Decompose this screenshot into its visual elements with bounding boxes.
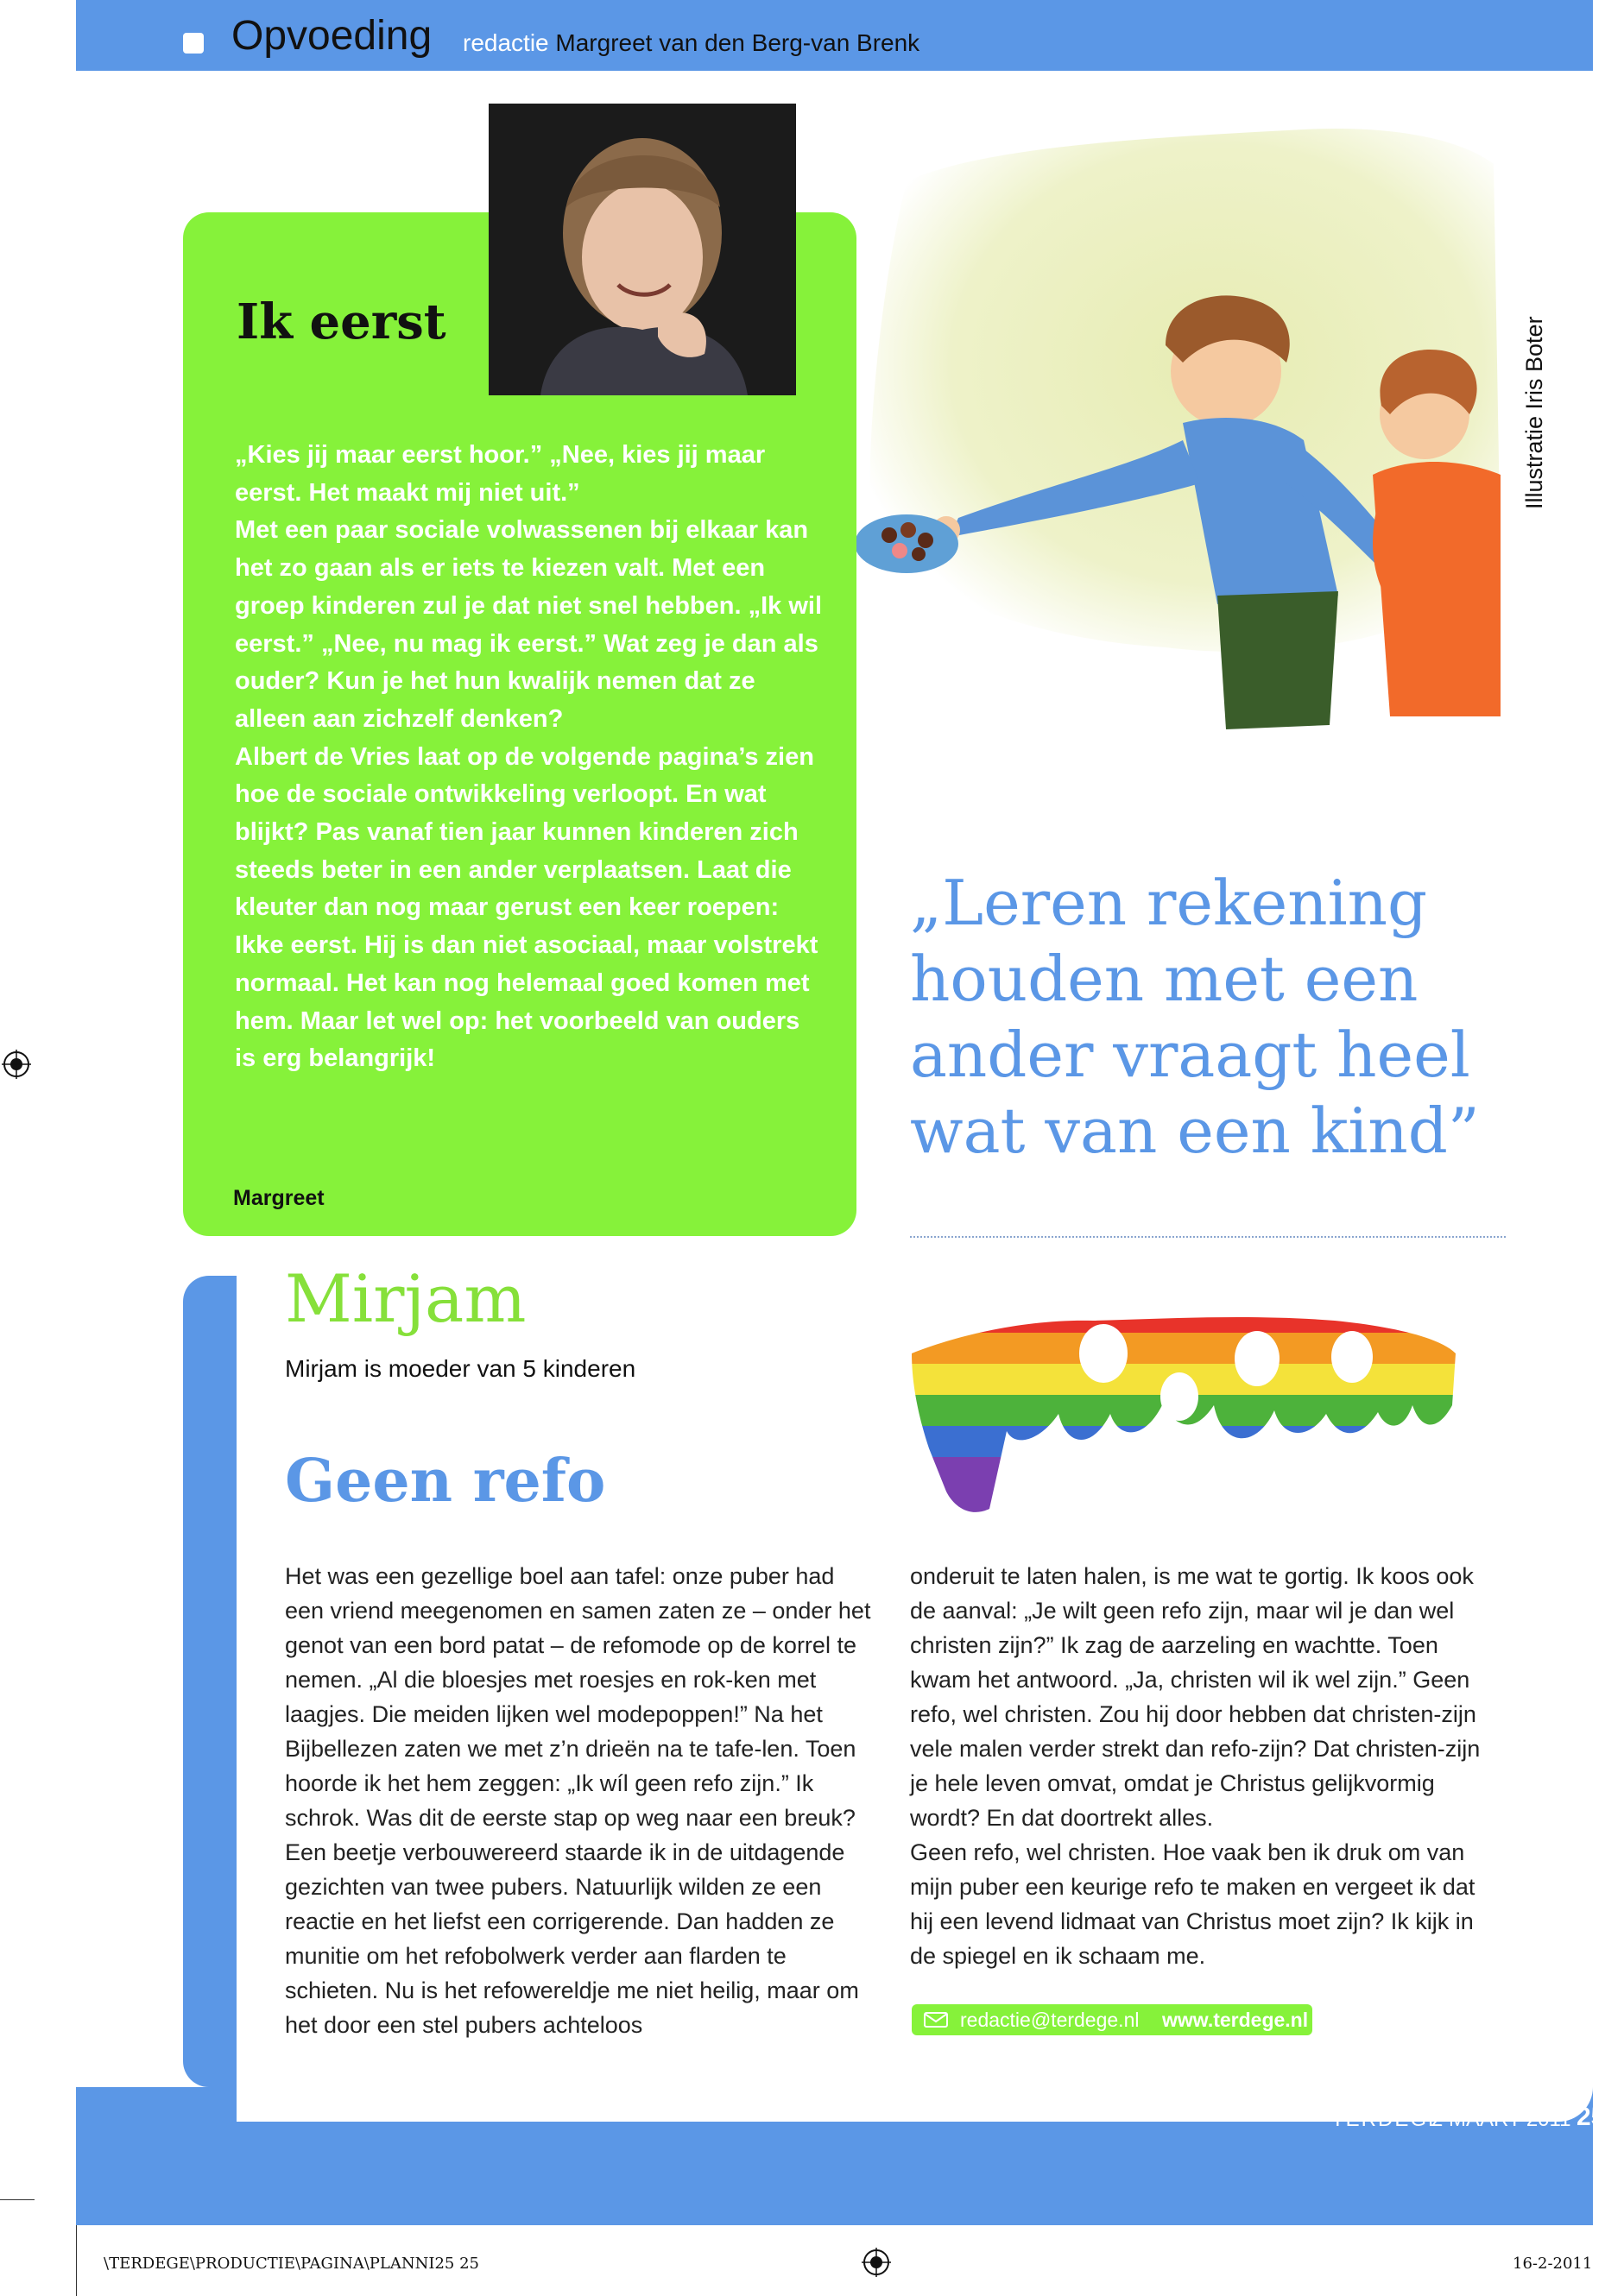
intro-paragraph: Met een paar sociale volwassenen bij elkaar kan het zo gaan als er iets te kiezen valt. Met een groep kinderen zul je dat niet snel hebben. „Ik wil eerst.” „Nee, nu mag ik eerst.” Wat zeg je dan als ouder? Kun je het hun kwalijk nemen dat ze alleen aan zichzelf denken? xyxy=(235,516,823,733)
article-paragraph: Het was een gezellige boel aan tafel: onze puber had een vriend meegenomen en samen zaten ze – onder het genot van een bord patat – de refomode op de korrel te nemen. „Al die bloesjes met roesjes en rok-ken met laagjes. Die meiden lijken wel modepoppen!” Na het Bijbellezen zaten we met z’n drieën na te tafe-len. Toen hoorde ik het hem zeggen: „Ik wíl geen refo zijn.” Ik schrok. Was dit de eerste stap op weg naar een breuk? Een beetje verbouwereerd staarde ik in de uitdagende gezichten van twee pubers. Natuurlijk wilden ze een reactie en het liefst een corrigerende. Dan hadden ze munitie om het refobolwerk verder aan flarden te schieten. Nu is het refowereldje me niet heilig, maar om het door een stel pubers achteloos xyxy=(285,1563,871,2038)
intro-paragraph: „Kies jij maar eerst hoor.” „Nee, kies jij maar eerst. Het maakt mij niet uit.” xyxy=(235,441,766,507)
crop-mark xyxy=(0,2199,35,2200)
article-side-bar xyxy=(183,1276,237,2087)
pull-quote: „Leren rekening houden met een ander vraagt heel wat van een kind” xyxy=(910,867,1480,1167)
article-paragraph: Geen refo, wel christen. Hoe vaak ben ik druk om van mijn puber een keurige refo te maken en vergeet ik dat hij een levend lidmaat van Christus moet zijn? Ik kijk in de spiegel en ik schaam me. xyxy=(910,1839,1475,1969)
crop-mark xyxy=(76,2225,77,2296)
intro-text xyxy=(235,437,822,1078)
editor-portrait-icon xyxy=(489,104,796,395)
intro-signature: Margreet xyxy=(233,1186,325,1210)
registration-mark-icon xyxy=(2,1050,31,1079)
registration-mark-icon xyxy=(862,2248,891,2277)
page-number: 25 xyxy=(1577,2103,1605,2131)
editor-photo xyxy=(489,104,796,395)
article-column-right xyxy=(910,1559,1497,1973)
print-file-path: \TERDEGE\PRODUCTIE\PAGINA\PLANNI25 25 xyxy=(104,2255,479,2273)
contact-bar xyxy=(912,2004,1312,2035)
print-date: 16-2-2011 xyxy=(1513,2255,1593,2273)
article-column-left xyxy=(285,1559,872,2042)
intro-heading: Ik eerst xyxy=(237,293,446,350)
quote-divider xyxy=(910,1236,1506,1238)
editor-label: redactie xyxy=(463,29,549,56)
footer-magazine-name: TERDEGE xyxy=(1331,2108,1444,2131)
footer-date: 2 MAART 2011 xyxy=(1431,2108,1571,2131)
intro-paragraph: Albert de Vries laat op de volgende pagina’s zien hoe de sociale ontwikkeling verloopt. En wat blijkt? Pas vanaf tien jaar kunnen kinderen zich steeds beter in een ander verplaatsen. Laat die kleuter dan nog maar gerust een keer roepen: Ikke eerst. Hij is dan niet asociaal, maar volstrekt normaal. Het kan nog helemaal goed komen met hem. Maar let wel op: het voorbeeld van ouders is erg belangrijk! xyxy=(235,742,818,1073)
article-title: Geen refo xyxy=(285,1447,606,1516)
article-paragraph: onderuit te laten halen, is me wat te gortig. Ik koos ook de aanval: „Je wilt geen refo zijn, maar wil je dan wel christen zijn?” Ik zag de aarzeling en wachtte. Toen kwam het antwoord. „Ja, christen wil ik wel zijn.” Geen refo, wel christen. Zou hij door hebben dat christen-zijn vele malen verder strekt dan refo-zijn? Dat christen-zijn je hele leven omvat, omdat je Christus gelijkvormig wordt? En dat doortrekt alles. xyxy=(910,1563,1481,1831)
mail-icon xyxy=(924,2012,948,2028)
children-illustration xyxy=(855,112,1502,751)
contact-email-link[interactable]: redactie@terdege.nl xyxy=(960,2009,1140,2031)
section-title: Opvoeding xyxy=(231,13,433,59)
author-name: Mirjam xyxy=(285,1260,527,1337)
author-subtitle: Mirjam is moeder van 5 kinderen xyxy=(285,1355,636,1382)
illustrator-credit: Illustratie Iris Boter xyxy=(1521,316,1547,509)
header-curve xyxy=(76,71,1593,105)
rainbow-silhouette-image xyxy=(903,1302,1464,1517)
editor-line xyxy=(463,29,919,57)
editor-name: Margreet van den Berg-van Brenk xyxy=(555,29,920,56)
contact-web-link[interactable]: www.terdege.nl xyxy=(1162,2009,1309,2031)
section-marker-icon xyxy=(183,33,204,54)
